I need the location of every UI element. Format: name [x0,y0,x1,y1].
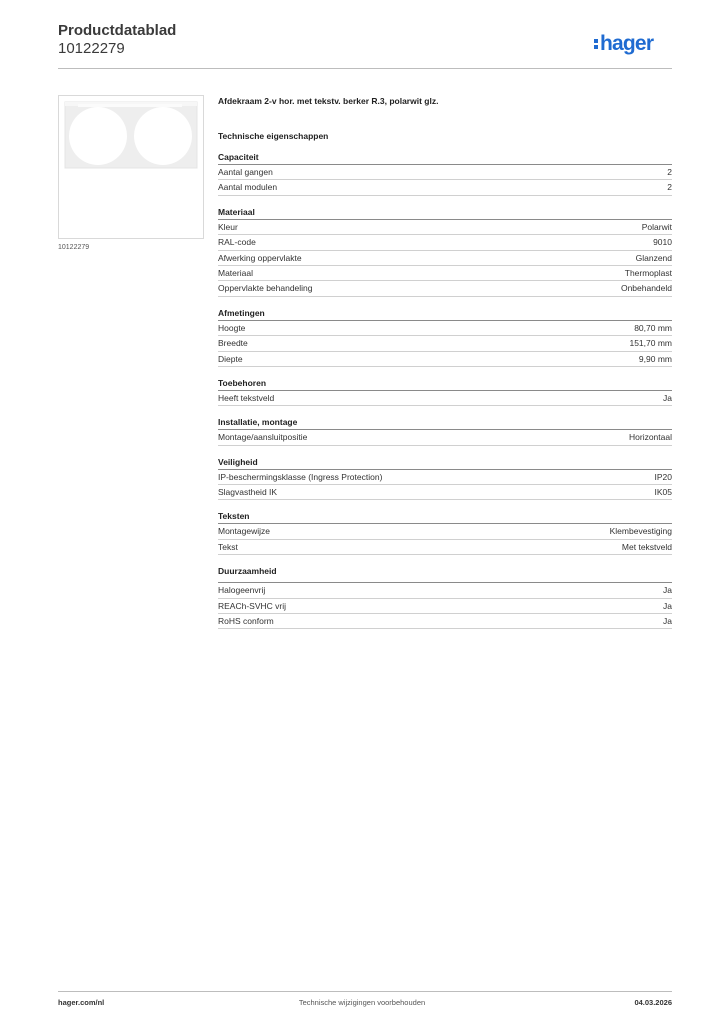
spec-label: Hoogte [218,322,246,333]
spec-label: Breedte [218,338,248,349]
spec-row [218,430,672,445]
spec-row [218,540,672,555]
section-title: Capaciteit [218,152,672,165]
spec-row [218,281,672,296]
spec-label: IP-beschermingsklasse (Ingress Protection) [218,471,383,482]
spec-row [218,485,672,500]
spec-value: 2 [667,167,672,177]
footer-date: 04.03.2026 [634,998,672,1007]
logo-text: hager [600,32,654,55]
spec-label: Tekst [218,541,238,552]
spec-value: Ja [663,585,672,596]
spec-row [218,220,672,235]
section-title: Veiligheid [218,457,672,470]
spec-label: Slagvastheid IK [218,487,278,498]
tech-properties-heading: Technische eigenschappen [218,131,329,141]
spec-value: Onbehandeld [620,283,672,294]
section-duurzaamheid [218,566,672,629]
spec-label: Heeft tekstveld [218,392,275,403]
spec-label: Oppervlakte behandeling [218,283,313,294]
spec-value: 151,70 mm [629,338,672,349]
spec-label: Montage/aansluitpositie [218,432,308,443]
footer-divider [58,991,672,992]
header-divider [58,68,672,69]
spec-row [218,235,672,250]
section-toebehoren [218,378,672,406]
section-title: Duurzaamheid [218,566,672,583]
spec-value: Klembevestiging [609,526,672,537]
section-teksten [218,511,672,555]
spec-label: Aantal modulen [218,182,278,193]
spec-label: Afwerking oppervlakte [218,252,302,263]
product-title: Afdekraam 2-v hor. met tekstv. berker R.3, polarwit glz. [218,96,439,106]
spec-row [218,470,672,485]
footer-disclaimer: Technische wijzigingen voorbehouden [298,998,426,1007]
spec-value: Horizontaal [629,432,672,443]
spec-value: Thermoplast [624,267,672,278]
spec-value: Met tekstveld [621,541,672,552]
section-title: Materiaal [218,207,672,220]
spec-row [218,599,672,614]
spec-row [218,391,672,406]
spec-row [218,165,672,180]
spec-label: Kleur [218,221,238,232]
spec-label: REACh-SVHC vrij [218,600,287,611]
product-image-caption: 10122279 [58,244,90,251]
spec-value: Ja [663,616,672,627]
section-afmetingen [218,308,672,367]
section-title: Teksten [218,511,672,524]
spec-label: Aantal gangen [218,167,273,177]
spec-value: IK05 [654,487,672,498]
spec-value: 9010 [653,237,672,248]
footer-website-link[interactable]: hager.com/nl [58,998,105,1007]
product-image [58,95,204,239]
hager-logo [592,28,672,58]
spec-value: 80,70 mm [634,322,672,333]
spec-value: Ja [663,392,672,403]
spec-label: RoHS conform [218,616,274,627]
spec-label: Materiaal [218,267,253,278]
spec-row [218,180,672,195]
section-title: Toebehoren [218,378,672,391]
spec-label: Halogeenvrij [218,585,266,596]
spec-value: 2 [667,182,672,193]
section-capaciteit [218,152,672,196]
product-details [218,96,672,629]
spec-value: IP20 [654,471,672,482]
spec-row [218,583,672,598]
spec-label: Montagewijze [218,526,270,537]
section-title: Afmetingen [218,308,672,321]
page-title: Productdatablad [58,22,177,39]
spec-value: Polarwit [641,221,672,232]
frame-illustration [59,96,203,238]
spec-value: 9,90 mm [638,353,672,364]
spec-row [218,251,672,266]
spec-row [218,524,672,539]
product-number: 10122279 [58,40,125,57]
spec-row [218,336,672,351]
spec-value: Glanzend [635,252,672,263]
section-veiligheid [218,457,672,501]
spec-row [218,321,672,336]
spec-row [218,614,672,629]
spec-label: RAL-code [218,237,256,248]
spec-label: Diepte [218,353,243,364]
section-title: Installatie, montage [218,417,672,430]
section-materiaal [218,207,672,297]
section-installatie-montage [218,417,672,445]
spec-value: Ja [663,600,672,611]
spec-row [218,266,672,281]
spec-row [218,352,672,367]
